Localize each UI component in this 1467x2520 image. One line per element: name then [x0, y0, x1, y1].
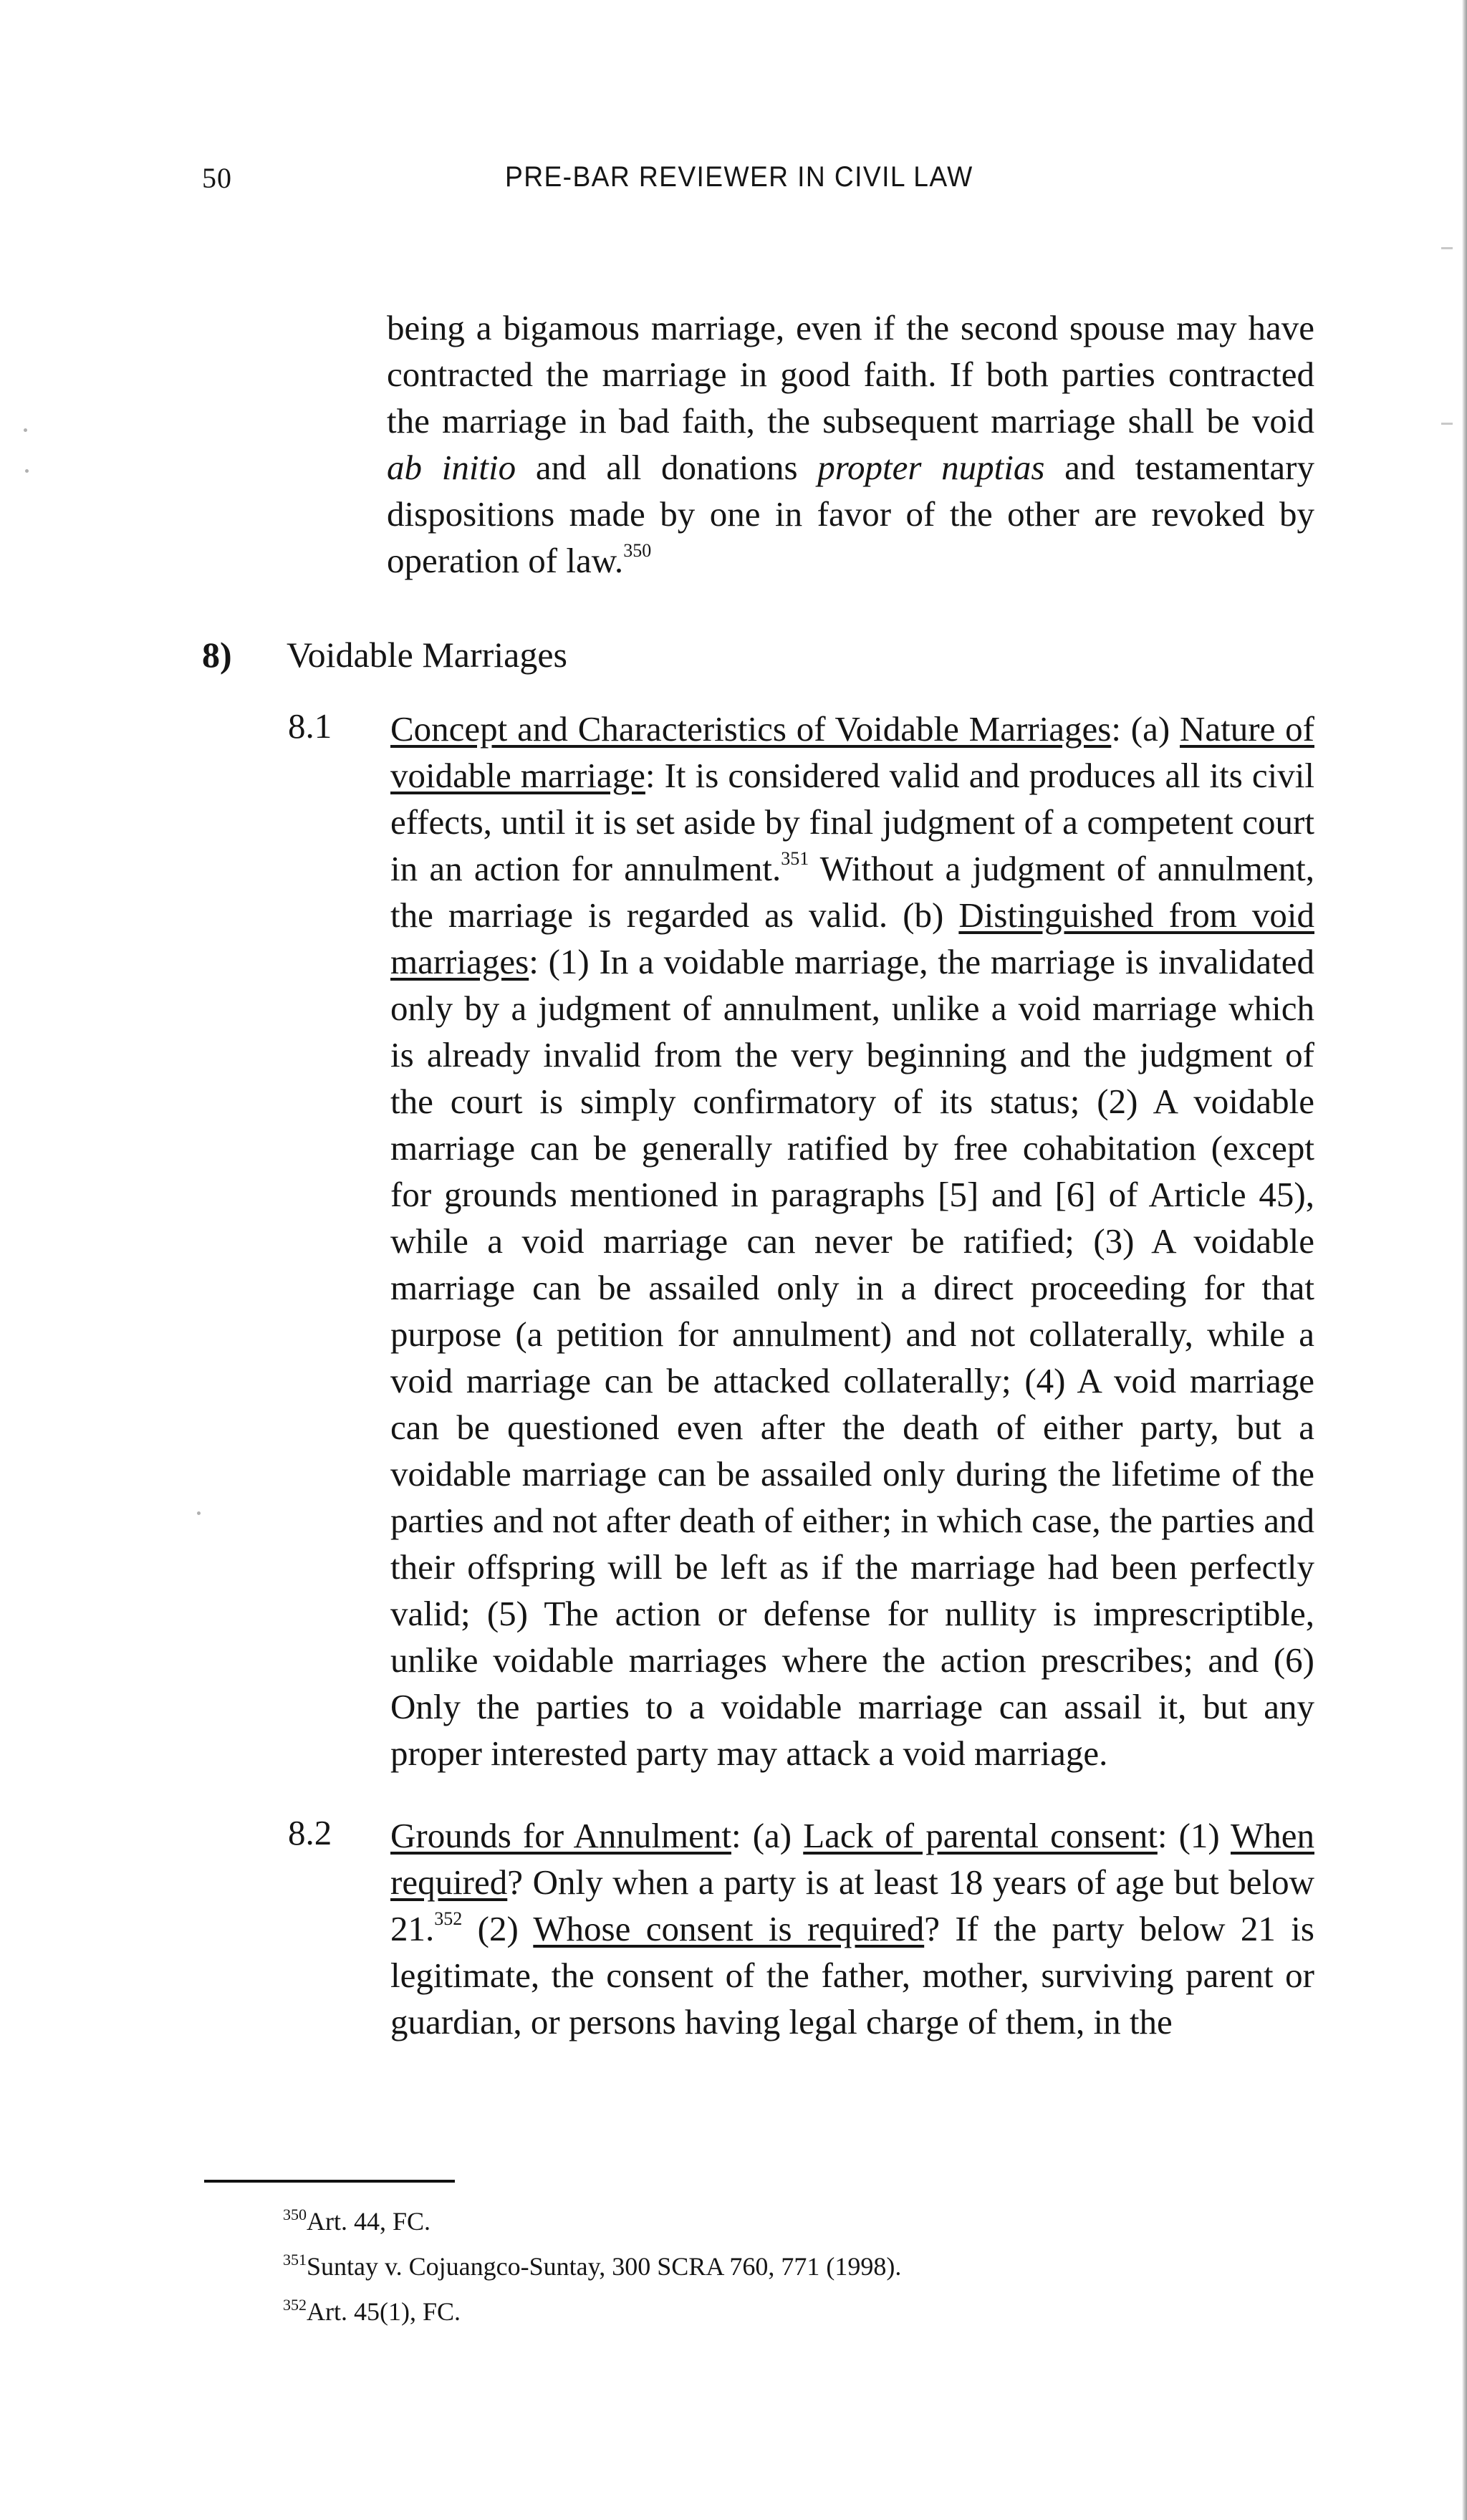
subsection-8-1-paragraph — [390, 706, 1314, 1776]
footnote-ref: 352 — [434, 1908, 463, 1929]
text-run: : (1) — [1157, 1816, 1231, 1855]
text-run: ? Only when a party is at least 18 years of age but below 21. — [390, 1862, 1314, 1948]
footnotes — [283, 2199, 901, 2334]
text-run: : (a) — [731, 1816, 804, 1855]
underlined-heading: When required — [390, 1816, 1314, 1902]
continuation-paragraph — [387, 304, 1314, 584]
underlined-heading: Concept and Characteristics of Voidable Marriages — [390, 709, 1112, 749]
subsection-number: 8.1 — [288, 706, 332, 746]
underlined-heading: Grounds for Annulment — [390, 1816, 731, 1855]
footnote — [283, 2244, 901, 2289]
footnote-text: Art. 45(1), FC. — [307, 2297, 461, 2326]
footnote-text: Art. 44, FC. — [307, 2207, 431, 2236]
text-run: : It is considered valid and produces all its civil effects, until it is set aside by final judgment of a competent court in an action for annulment. — [390, 756, 1314, 888]
italic-term: ab initio — [387, 448, 516, 487]
subsection-number: 8.2 — [288, 1813, 332, 1852]
footnote-number: 352 — [283, 2296, 307, 2314]
text-run: being a bigamous marriage, even if the second spouse may have contracted the marriage in good faith. If both parties contracted the marriage in bad faith, the subsequent marriage shall be void — [387, 308, 1314, 441]
text-run: Without a judgment of annulment, the marriage is regarded as valid. (b) — [390, 849, 1314, 935]
underlined-heading: Whose consent is required — [533, 1909, 925, 1948]
text-run: ? If the party below 21 is legitimate, the consent of the father, mother, surviving parent or guardian, or persons having legal charge of them, in the — [390, 1909, 1314, 2042]
underlined-heading: Lack of parental consent — [803, 1816, 1158, 1855]
scan-speck — [24, 428, 27, 432]
edge-mark — [1441, 423, 1453, 425]
footnote — [283, 2199, 901, 2244]
underlined-heading: Distinguished from void marriages — [390, 895, 1314, 981]
scan-speck — [25, 469, 29, 473]
footnote — [283, 2289, 901, 2334]
page-number: 50 — [202, 162, 232, 194]
footnote-ref: 351 — [781, 848, 809, 869]
edge-mark — [1441, 247, 1453, 249]
scan-speck — [197, 1511, 201, 1515]
running-title: PRE-BAR REVIEWER IN CIVIL LAW — [505, 161, 973, 193]
text-run: and all donations — [516, 448, 818, 487]
text-run: (2) — [462, 1909, 534, 1948]
underlined-heading: Nature of voidable marriage — [390, 709, 1314, 795]
text-run: and testamentary dispositions made by one in favor of the other are revoked by operation of law. — [387, 448, 1314, 580]
text-run: : (1) In a voidable marriage, the marriage is invalidated only by a judgment of annulment, unlike a void marriage which is already invalid from the very beginning and the judgment of the court is simply confirmatory of its status; (2) A voidable marriage can be generally ratified by free cohabitation (except for grounds mentioned in paragraphs [5] and [6] of Article 45), while a void marriage can never be ratified; (3) A voidable marriage can be assailed only in a direct proceeding for that purpose (a petition for annulment) and not collaterally, while a void marriage can be attacked collaterally; (4) A void marriage can be questioned even after the death of either party, but a voidable marriage can be assailed only during the lifetime of the parties and not after death of either; in which case, the parties and their offspring will be left as if the marriage had been perfectly valid; (5) The action or defense for nullity is imprescriptible, unlike voidable marriages where the action prescribes; and (6) Only the parties to a voidable marriage can assail it, but any proper interested party may attack a void marriage. — [390, 942, 1314, 1773]
section-title: Voidable Marriages — [287, 635, 568, 675]
section-number: 8) — [202, 635, 232, 675]
footnote-number: 350 — [283, 2206, 307, 2223]
footnote-number: 351 — [283, 2251, 307, 2269]
page-header — [0, 161, 1467, 204]
text-run: : (a) — [1111, 709, 1180, 749]
footnote-text: Suntay v. Cojuangco-Suntay, 300 SCRA 760, 771 (1998). — [307, 2252, 902, 2281]
footnote-ref: 350 — [623, 540, 652, 561]
page-edge-shadow — [1462, 0, 1467, 2520]
footnote-divider — [204, 2180, 455, 2183]
subsection-8-2-paragraph — [390, 1812, 1314, 2045]
italic-term: propter nuptias — [817, 448, 1045, 487]
